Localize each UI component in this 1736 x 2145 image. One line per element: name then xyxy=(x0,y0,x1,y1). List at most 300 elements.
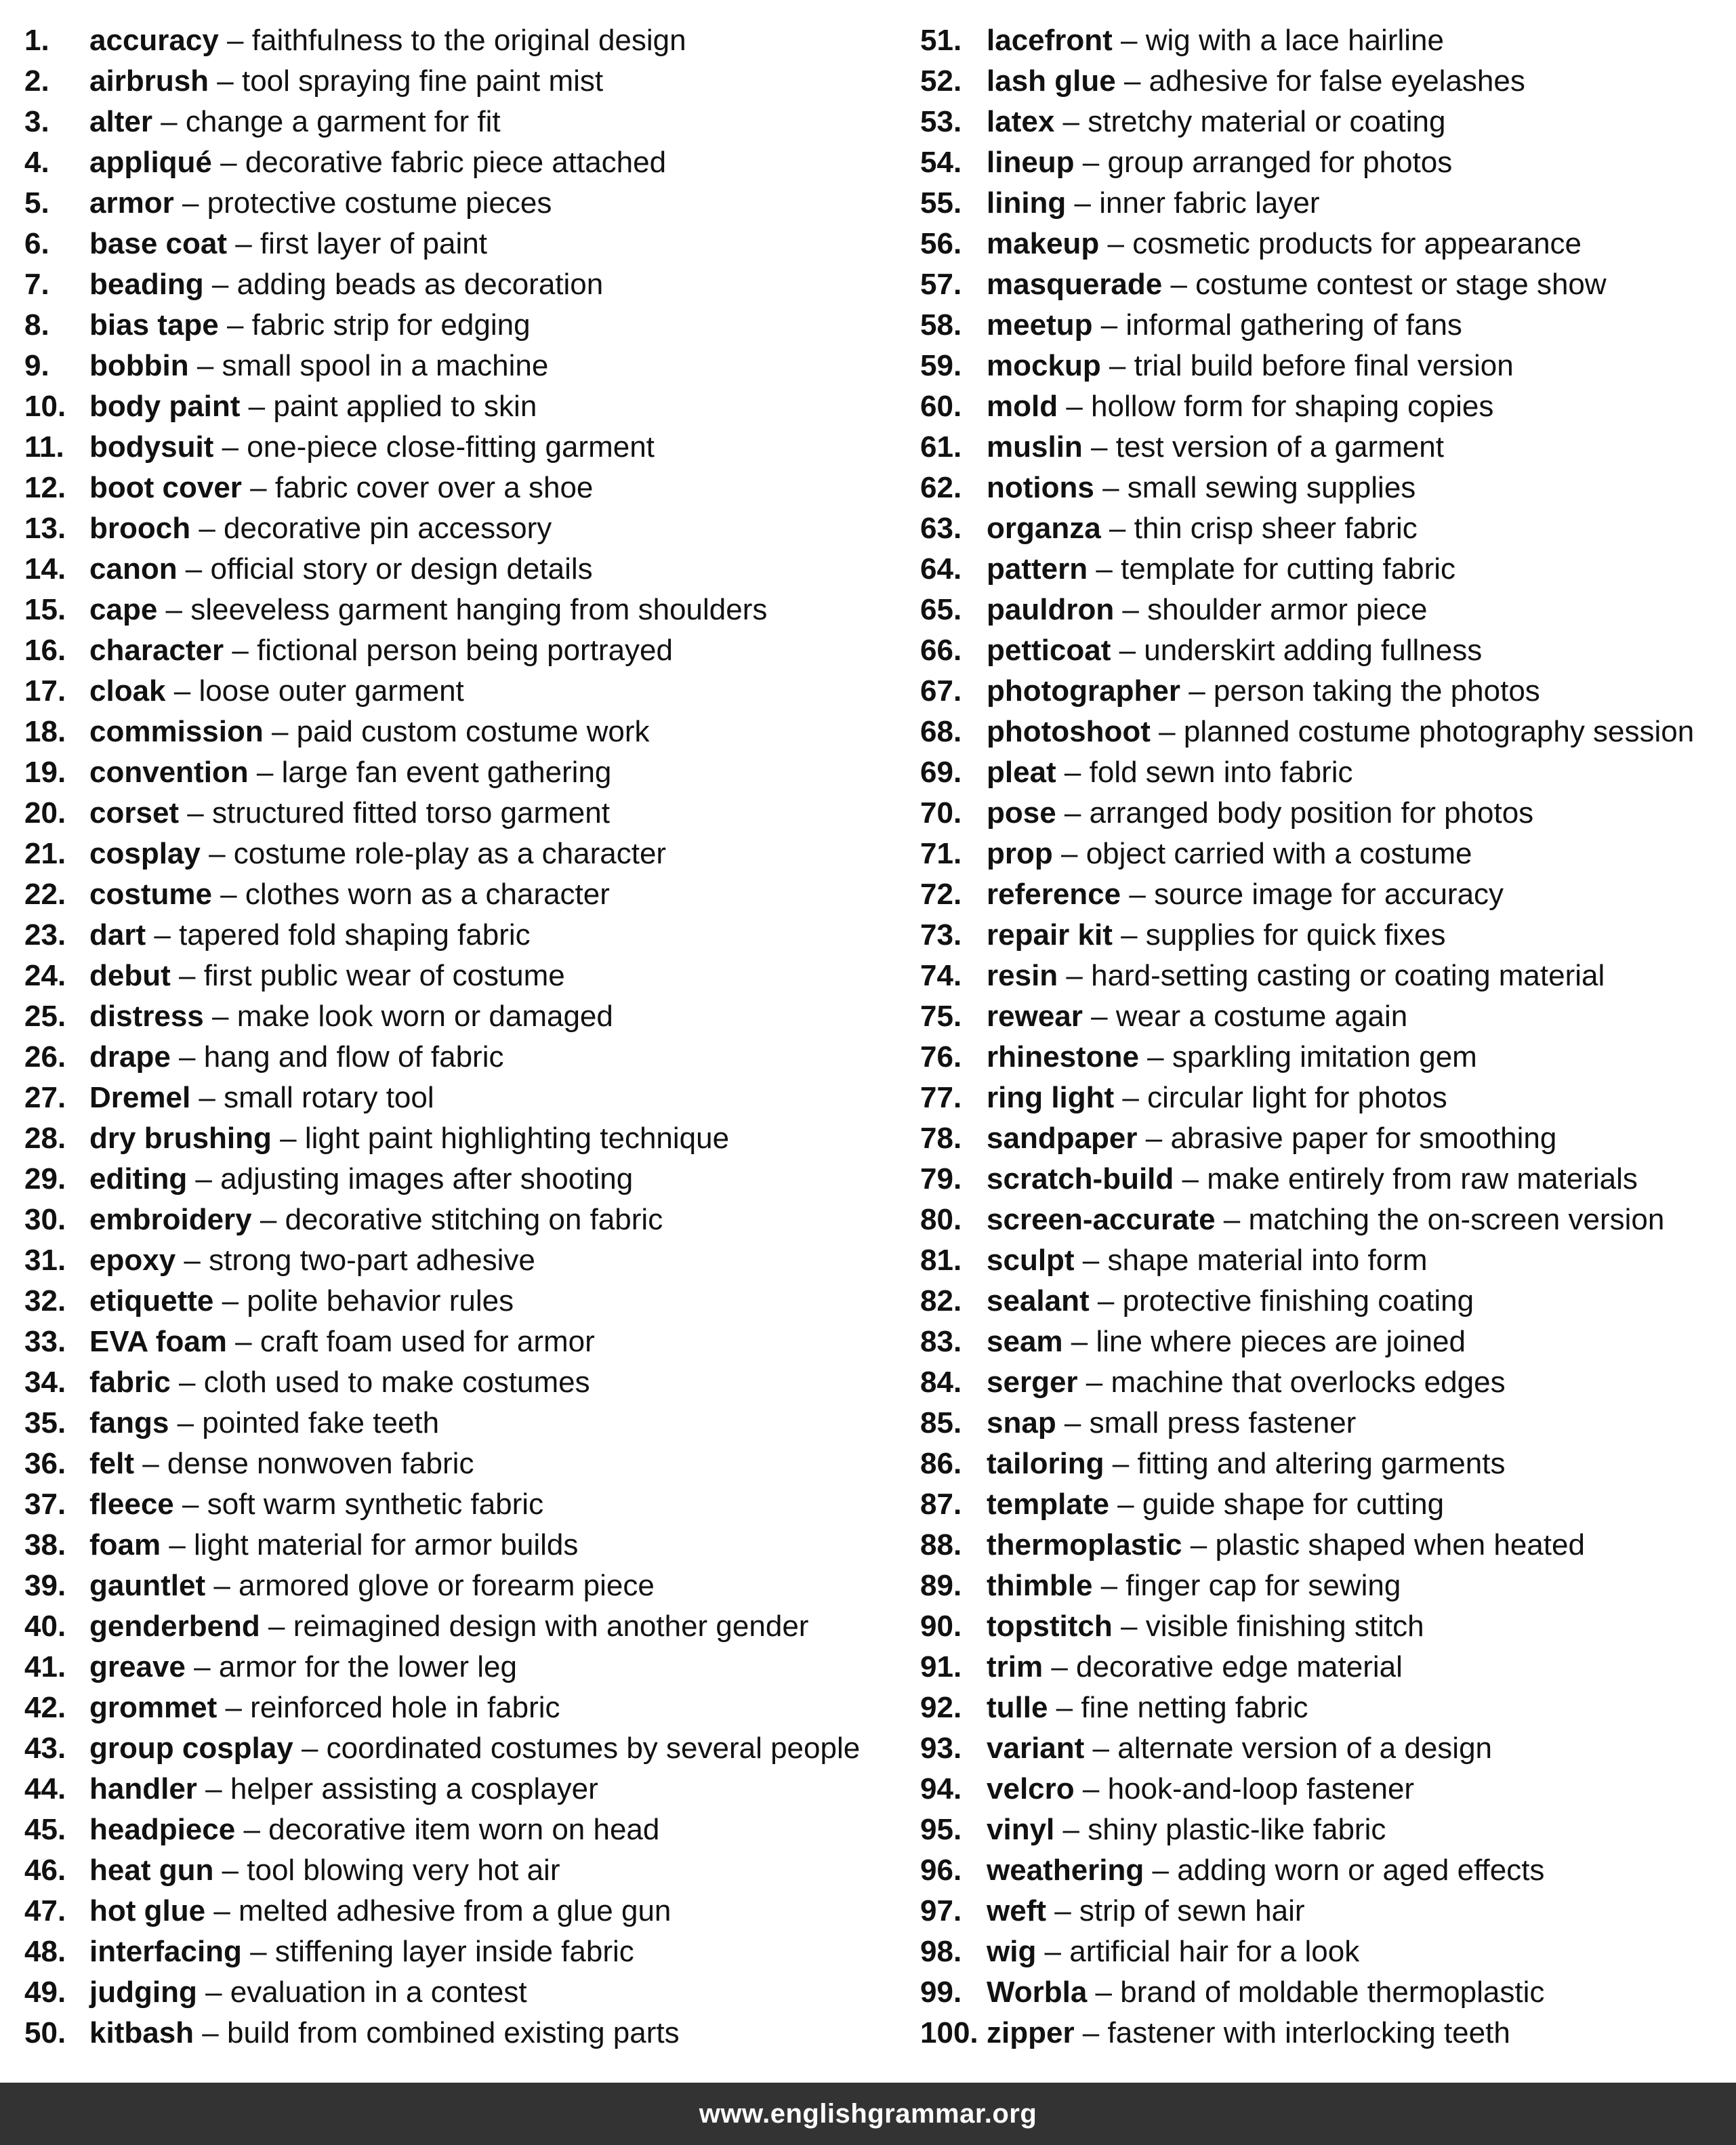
vocabulary-entry xyxy=(24,874,905,915)
entry-separator: – xyxy=(263,715,297,748)
entry-term: bobbin xyxy=(89,349,189,382)
entry-number: 97. xyxy=(920,1894,962,1927)
entry-separator: – xyxy=(218,24,252,57)
entry-term: pleat xyxy=(987,756,1056,789)
entry-separator: – xyxy=(1174,1162,1207,1196)
entry-number: 13. xyxy=(24,512,66,545)
vocabulary-column-right xyxy=(920,20,1736,2054)
entry-definition: reinforced hole in fabric xyxy=(250,1691,560,1724)
vocabulary-entry xyxy=(920,102,1736,142)
entry-definition: dense nonwoven fabric xyxy=(167,1447,474,1480)
entry-separator: – xyxy=(146,918,180,952)
entry-separator: – xyxy=(1121,878,1155,911)
entry-separator: – xyxy=(235,1813,269,1846)
entry-number: 7. xyxy=(24,268,49,301)
vocabulary-entry xyxy=(920,1281,1736,1322)
entry-separator: – xyxy=(251,1203,285,1236)
entry-term: prop xyxy=(987,837,1053,870)
entry-term: distress xyxy=(89,1000,204,1033)
entry-definition: one-piece close-fitting garment xyxy=(247,430,655,464)
vocabulary-entry xyxy=(920,956,1736,996)
entry-definition: guide shape for cutting xyxy=(1142,1488,1445,1521)
vocabulary-entry xyxy=(24,1118,905,1159)
entry-term: sculpt xyxy=(987,1244,1075,1277)
entry-definition: small spool in a machine xyxy=(222,349,549,382)
entry-separator: – xyxy=(1162,268,1196,301)
entry-separator: – xyxy=(241,1935,275,1968)
entry-separator: – xyxy=(1048,1691,1081,1724)
entry-term: lining xyxy=(987,186,1067,220)
entry-number: 21. xyxy=(24,837,66,870)
entry-separator: – xyxy=(226,227,260,260)
entry-separator: – xyxy=(1056,756,1090,789)
entry-term: tulle xyxy=(987,1691,1048,1724)
entry-definition: structured fitted torso garment xyxy=(212,796,610,830)
entry-number: 5. xyxy=(24,186,49,220)
entry-number: 22. xyxy=(24,878,66,911)
entry-term: cosplay xyxy=(89,837,201,870)
entry-definition: fabric cover over a shoe xyxy=(274,471,594,504)
entry-separator: – xyxy=(187,1162,221,1196)
entry-number: 38. xyxy=(24,1528,66,1561)
entry-separator: – xyxy=(1056,796,1090,830)
entry-separator: – xyxy=(185,1650,219,1683)
entry-definition: visible finishing stitch xyxy=(1145,1610,1424,1643)
vocabulary-entry xyxy=(24,1403,905,1444)
entry-term: alter xyxy=(89,105,152,138)
entry-term: kitbash xyxy=(89,2016,194,2049)
entry-number: 3. xyxy=(24,105,49,138)
vocabulary-entry xyxy=(24,20,905,61)
entry-definition: stretchy material or coating xyxy=(1088,105,1446,138)
vocabulary-entry xyxy=(920,346,1736,386)
vocabulary-entry xyxy=(920,1566,1736,1606)
entry-definition: strong two-part adhesive xyxy=(209,1244,535,1277)
entry-term: costume xyxy=(89,878,212,911)
vocabulary-entry xyxy=(920,61,1736,102)
entry-separator: – xyxy=(1109,1488,1142,1521)
entry-term: weft xyxy=(987,1894,1046,1927)
entry-number: 47. xyxy=(24,1894,66,1927)
entry-definition: inner fabric layer xyxy=(1099,186,1320,220)
entry-number: 18. xyxy=(24,715,66,748)
entry-definition: fold sewn into fabric xyxy=(1089,756,1353,789)
entry-definition: small rotary tool xyxy=(224,1081,434,1114)
footer-bar xyxy=(0,2083,1736,2145)
entry-term: weathering xyxy=(987,1854,1144,1887)
vocabulary-entry xyxy=(24,1525,905,1566)
entry-separator: – xyxy=(1099,227,1133,260)
vocabulary-entry xyxy=(24,508,905,549)
entry-number: 59. xyxy=(920,349,962,382)
entry-term: Dremel xyxy=(89,1081,191,1114)
entry-term: grommet xyxy=(89,1691,218,1724)
entry-term: greave xyxy=(89,1650,186,1683)
entry-term: group cosplay xyxy=(89,1732,293,1765)
vocabulary-entry xyxy=(24,1891,905,1932)
entry-number: 95. xyxy=(920,1813,962,1846)
entry-separator: – xyxy=(248,756,282,789)
entry-number: 54. xyxy=(920,146,962,179)
entry-term: base coat xyxy=(89,227,227,260)
entry-separator: – xyxy=(1115,64,1149,98)
entry-number: 100. xyxy=(920,2016,978,2049)
vocabulary-entry xyxy=(24,386,905,427)
entry-term: pose xyxy=(987,796,1056,830)
entry-definition: clothes worn as a character xyxy=(245,878,610,911)
entry-number: 17. xyxy=(24,674,66,708)
entry-number: 44. xyxy=(24,1772,66,1805)
entry-definition: pointed fake teeth xyxy=(202,1406,440,1439)
entry-separator: – xyxy=(1150,715,1184,748)
entry-term: interfacing xyxy=(89,1935,242,1968)
entry-number: 29. xyxy=(24,1162,66,1196)
entry-number: 27. xyxy=(24,1081,66,1114)
entry-term: tailoring xyxy=(987,1447,1104,1480)
entry-definition: paint applied to skin xyxy=(273,390,537,423)
vocabulary-entry xyxy=(24,1769,905,1810)
entry-definition: small press fastener xyxy=(1089,1406,1357,1439)
vocabulary-entry xyxy=(24,1850,905,1891)
entry-separator: – xyxy=(1100,349,1134,382)
entry-number: 68. xyxy=(920,715,962,748)
entry-number: 99. xyxy=(920,1976,962,2009)
entry-term: airbrush xyxy=(89,64,209,98)
vocabulary-entry xyxy=(920,1322,1736,1362)
entry-term: etiquette xyxy=(89,1284,214,1317)
entry-term: heat gun xyxy=(89,1854,214,1887)
entry-term: photoshoot xyxy=(987,715,1151,748)
entry-definition: cosmetic products for appearance xyxy=(1132,227,1582,260)
entry-separator: – xyxy=(241,471,275,504)
entry-number: 62. xyxy=(920,471,962,504)
entry-term: cloak xyxy=(89,674,166,708)
entry-number: 41. xyxy=(24,1650,66,1683)
entry-separator: – xyxy=(209,64,242,98)
entry-definition: costume contest or stage show xyxy=(1195,268,1607,301)
entry-term: latex xyxy=(987,105,1055,138)
entry-number: 92. xyxy=(920,1691,962,1724)
vocabulary-entry xyxy=(24,712,905,752)
entry-definition: finger cap for sewing xyxy=(1125,1569,1401,1602)
entry-separator: – xyxy=(211,878,245,911)
entry-number: 90. xyxy=(920,1610,962,1643)
entry-definition: melted adhesive from a glue gun xyxy=(239,1894,671,1927)
entry-number: 86. xyxy=(920,1447,962,1480)
entry-number: 12. xyxy=(24,471,66,504)
vocabulary-column-left xyxy=(24,20,905,2054)
vocabulary-entry xyxy=(920,183,1736,224)
entry-term: rhinestone xyxy=(987,1040,1139,1074)
entry-number: 64. xyxy=(920,552,962,586)
entry-term: dry brushing xyxy=(89,1122,272,1155)
entry-term: photographer xyxy=(987,674,1180,708)
vocabulary-entry xyxy=(920,1525,1736,1566)
entry-definition: reimagined design with another gender xyxy=(293,1610,809,1643)
entry-separator: – xyxy=(188,349,222,382)
vocabulary-entry xyxy=(24,1159,905,1200)
vocabulary-entry xyxy=(24,1078,905,1118)
entry-separator: – xyxy=(170,1366,204,1399)
vocabulary-entry xyxy=(920,712,1736,752)
entry-term: fangs xyxy=(89,1406,169,1439)
vocabulary-entry xyxy=(24,996,905,1037)
entry-definition: official story or design details xyxy=(210,552,593,586)
entry-term: rewear xyxy=(987,1000,1083,1033)
entry-separator: – xyxy=(197,1976,230,2009)
entry-term: ring light xyxy=(987,1081,1115,1114)
entry-number: 14. xyxy=(24,552,66,586)
entry-term: sandpaper xyxy=(987,1122,1138,1155)
entry-separator: – xyxy=(1180,674,1214,708)
entry-term: epoxy xyxy=(89,1244,176,1277)
entry-number: 69. xyxy=(920,756,962,789)
entry-definition: alternate version of a design xyxy=(1117,1732,1493,1765)
entry-separator: – xyxy=(205,1894,239,1927)
vocabulary-entry xyxy=(920,1769,1736,1810)
entry-number: 10. xyxy=(24,390,66,423)
vocabulary-entry xyxy=(24,1688,905,1728)
entry-number: 40. xyxy=(24,1610,66,1643)
entry-definition: adjusting images after shooting xyxy=(220,1162,634,1196)
entry-number: 1. xyxy=(24,24,49,57)
entry-separator: – xyxy=(1082,1000,1116,1033)
entry-separator: – xyxy=(1215,1203,1249,1236)
vocabulary-entry xyxy=(24,102,905,142)
entry-number: 78. xyxy=(920,1122,962,1155)
vocabulary-entry xyxy=(920,1972,1736,2013)
entry-term: trim xyxy=(987,1650,1043,1683)
entry-definition: protective finishing coating xyxy=(1122,1284,1474,1317)
entry-term: seam xyxy=(987,1325,1063,1358)
entry-definition: planned costume photography session xyxy=(1183,715,1695,748)
entry-number: 28. xyxy=(24,1122,66,1155)
entry-definition: decorative stitching on fabric xyxy=(285,1203,663,1236)
entry-definition: evaluation in a contest xyxy=(230,1976,527,2009)
entry-number: 19. xyxy=(24,756,66,789)
vocabulary-entry xyxy=(920,1444,1736,1484)
vocabulary-entry xyxy=(920,1118,1736,1159)
entry-definition: source image for accuracy xyxy=(1154,878,1504,911)
entry-definition: machine that overlocks edges xyxy=(1111,1366,1506,1399)
vocabulary-entry xyxy=(920,1932,1736,1972)
entry-separator: – xyxy=(157,593,191,626)
entry-number: 91. xyxy=(920,1650,962,1683)
entry-definition: fictional person being portrayed xyxy=(257,634,673,667)
entry-term: handler xyxy=(89,1772,197,1805)
entry-term: EVA foam xyxy=(89,1325,227,1358)
entry-separator: – xyxy=(1074,146,1108,179)
entry-separator: – xyxy=(1056,1406,1090,1439)
entry-term: repair kit xyxy=(987,918,1113,952)
entry-separator: – xyxy=(1137,1122,1171,1155)
entry-term: character xyxy=(89,634,224,667)
entry-separator: – xyxy=(205,1569,239,1602)
entry-number: 96. xyxy=(920,1854,962,1887)
entry-separator: – xyxy=(1058,959,1092,992)
entry-separator: – xyxy=(1112,24,1146,57)
entry-definition: person taking the photos xyxy=(1213,674,1540,708)
entry-term: thimble xyxy=(987,1569,1093,1602)
entry-separator: – xyxy=(203,1000,237,1033)
vocabulary-entry xyxy=(24,1647,905,1688)
vocabulary-entry xyxy=(920,427,1736,468)
entry-number: 15. xyxy=(24,593,66,626)
entry-definition: supplies for quick fixes xyxy=(1145,918,1446,952)
entry-separator: – xyxy=(260,1610,293,1643)
entry-term: meetup xyxy=(987,308,1093,342)
entry-term: muslin xyxy=(987,430,1083,464)
entry-number: 31. xyxy=(24,1244,66,1277)
vocabulary-entry xyxy=(920,20,1736,61)
entry-definition: plastic shaped when heated xyxy=(1215,1528,1585,1561)
entry-definition: first layer of paint xyxy=(260,227,487,260)
entry-separator: – xyxy=(213,430,247,464)
entry-definition: fitting and altering garments xyxy=(1137,1447,1506,1480)
entry-number: 93. xyxy=(920,1732,962,1765)
entry-term: drape xyxy=(89,1040,171,1074)
entry-separator: – xyxy=(1114,593,1148,626)
entry-separator: – xyxy=(224,634,257,667)
entry-term: lacefront xyxy=(987,24,1113,57)
entry-term: debut xyxy=(89,959,171,992)
entry-definition: hook-and-loop fastener xyxy=(1107,1772,1415,1805)
entry-term: boot cover xyxy=(89,471,242,504)
entry-definition: object carried with a costume xyxy=(1086,837,1472,870)
entry-number: 80. xyxy=(920,1203,962,1236)
entry-term: reference xyxy=(987,878,1121,911)
vocabulary-entry xyxy=(920,1647,1736,1688)
entry-number: 25. xyxy=(24,1000,66,1033)
vocabulary-entry xyxy=(920,1159,1736,1200)
entry-separator: – xyxy=(173,1488,207,1521)
entry-number: 48. xyxy=(24,1935,66,1968)
vocabulary-entry xyxy=(24,1200,905,1240)
vocabulary-entry xyxy=(24,468,905,508)
entry-term: organza xyxy=(987,512,1101,545)
entry-separator: – xyxy=(1054,105,1088,138)
entry-definition: paid custom costume work xyxy=(296,715,650,748)
entry-number: 89. xyxy=(920,1569,962,1602)
entry-definition: sleeveless garment hanging from shoulders xyxy=(190,593,768,626)
entry-separator: – xyxy=(1077,1366,1111,1399)
entry-term: lash glue xyxy=(987,64,1116,98)
entry-definition: cloth used to make costumes xyxy=(203,1366,590,1399)
vocabulary-entry xyxy=(920,468,1736,508)
entry-term: pattern xyxy=(987,552,1088,586)
entry-number: 61. xyxy=(920,430,962,464)
entry-number: 2. xyxy=(24,64,49,98)
vocabulary-entry xyxy=(24,1810,905,1850)
entry-separator: – xyxy=(213,1284,247,1317)
entry-definition: matching the on-screen version xyxy=(1248,1203,1665,1236)
entry-definition: shiny plastic-like fabric xyxy=(1088,1813,1386,1846)
entry-number: 26. xyxy=(24,1040,66,1074)
entry-separator: – xyxy=(1052,837,1086,870)
footer-website-link[interactable]: www.englishgrammar.org xyxy=(699,2098,1037,2129)
vocabulary-entry xyxy=(24,1566,905,1606)
entry-number: 67. xyxy=(920,674,962,708)
entry-term: embroidery xyxy=(89,1203,252,1236)
entry-separator: – xyxy=(1092,1569,1126,1602)
vocabulary-entry xyxy=(920,264,1736,305)
entry-definition: fine netting fabric xyxy=(1081,1691,1308,1724)
entry-number: 32. xyxy=(24,1284,66,1317)
entry-number: 88. xyxy=(920,1528,962,1561)
entry-number: 36. xyxy=(24,1447,66,1480)
entry-separator: – xyxy=(1058,390,1092,423)
entry-term: thermoplastic xyxy=(987,1528,1182,1561)
entry-term: zipper xyxy=(987,2016,1075,2049)
entry-definition: faithfulness to the original design xyxy=(251,24,686,57)
entry-separator: – xyxy=(218,308,252,342)
entry-separator: – xyxy=(1074,1772,1108,1805)
entry-separator: – xyxy=(1112,918,1146,952)
vocabulary-entry xyxy=(24,549,905,590)
entry-separator: – xyxy=(1182,1528,1216,1561)
entry-separator: – xyxy=(1092,308,1126,342)
vocabulary-entry xyxy=(24,264,905,305)
entry-number: 51. xyxy=(920,24,962,57)
entry-definition: wig with a lace hairline xyxy=(1145,24,1444,57)
entry-separator: – xyxy=(190,1081,224,1114)
vocabulary-entry xyxy=(24,630,905,671)
entry-term: beading xyxy=(89,268,204,301)
entry-definition: fabric strip for edging xyxy=(251,308,531,342)
entry-number: 8. xyxy=(24,308,49,342)
entry-definition: large fan event gathering xyxy=(281,756,612,789)
entry-number: 4. xyxy=(24,146,49,179)
vocabulary-entry xyxy=(24,671,905,712)
entry-separator: – xyxy=(173,186,207,220)
vocabulary-entry xyxy=(920,1200,1736,1240)
entry-number: 70. xyxy=(920,796,962,830)
entry-definition: soft warm synthetic fabric xyxy=(207,1488,544,1521)
entry-separator: – xyxy=(226,1325,260,1358)
entry-term: template xyxy=(987,1488,1109,1521)
entry-number: 72. xyxy=(920,878,962,911)
entry-separator: – xyxy=(1100,512,1134,545)
vocabulary-entry xyxy=(920,874,1736,915)
entry-definition: craft foam used for armor xyxy=(260,1325,595,1358)
entry-separator: – xyxy=(1104,1447,1138,1480)
entry-number: 20. xyxy=(24,796,66,830)
vocabulary-entry xyxy=(920,1240,1736,1281)
entry-separator: – xyxy=(1074,1244,1108,1277)
entry-term: makeup xyxy=(987,227,1100,260)
entry-separator: – xyxy=(217,1691,251,1724)
entry-number: 6. xyxy=(24,227,49,260)
entry-definition: sparkling imitation gem xyxy=(1172,1040,1477,1074)
entry-term: mockup xyxy=(987,349,1101,382)
vocabulary-entry xyxy=(920,1362,1736,1403)
entry-term: scratch-build xyxy=(987,1162,1174,1196)
entry-number: 33. xyxy=(24,1325,66,1358)
entry-separator: – xyxy=(1046,1894,1079,1927)
entry-separator: – xyxy=(1144,1854,1178,1887)
vocabulary-entry xyxy=(920,1728,1736,1769)
entry-separator: – xyxy=(177,552,211,586)
entry-number: 16. xyxy=(24,634,66,667)
entry-definition: make entirely from raw materials xyxy=(1207,1162,1638,1196)
entry-definition: adhesive for false eyelashes xyxy=(1149,64,1525,98)
vocabulary-entry xyxy=(920,834,1736,874)
entry-term: screen-accurate xyxy=(987,1203,1216,1236)
entry-term: cape xyxy=(89,593,158,626)
vocabulary-entry xyxy=(24,1606,905,1647)
entry-separator: – xyxy=(1062,1325,1096,1358)
vocabulary-entry xyxy=(920,590,1736,630)
